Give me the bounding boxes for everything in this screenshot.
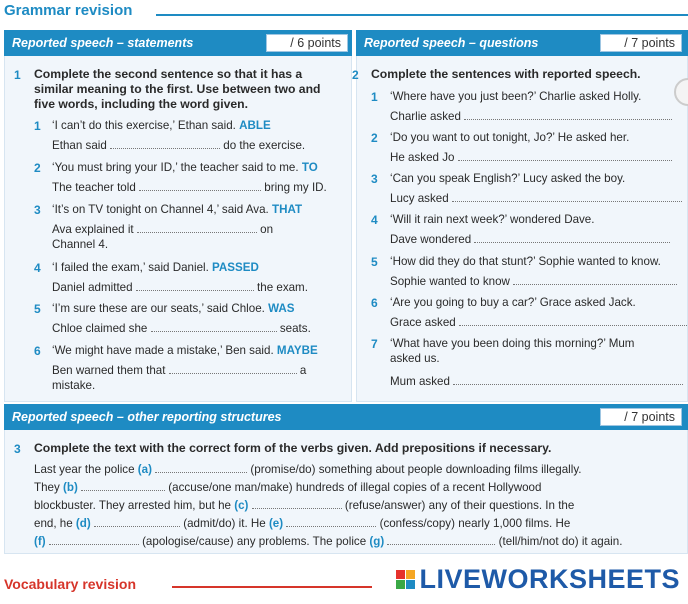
statement-item-quote: ‘It’s on TV tonight on Channel 4,’ said Ava. THAT <box>52 203 303 216</box>
vocabulary-title: Vocabulary revision <box>4 576 137 592</box>
answer-blank[interactable] <box>458 151 672 161</box>
keyword: TO <box>301 161 318 174</box>
question-item-quote: ‘Do you want to out tonight, Jo?’ He asked her. <box>390 131 630 144</box>
exercise-3-number: 3 <box>14 442 21 456</box>
other-points: / 7 points <box>600 408 682 426</box>
answer-blank[interactable] <box>137 223 257 233</box>
question-item-answer-line: Mum asked <box>390 375 683 389</box>
statement-item-answer-line: Chloe claimed she seats. <box>52 322 311 335</box>
statement-item-number: 5 <box>34 302 41 316</box>
question-item-number: 7 <box>371 337 378 351</box>
question-item-quote-cont: asked us. <box>390 352 440 365</box>
statement-item-number: 2 <box>34 161 41 175</box>
other-title: Reported speech – other reporting structures <box>12 410 282 424</box>
statements-points: / 6 points <box>266 34 348 52</box>
verb-blank[interactable] <box>94 517 180 527</box>
keyword: MAYBE <box>276 344 318 357</box>
question-item-quote: ‘Will it rain next week?’ wondered Dave. <box>390 213 595 226</box>
keyword: ABLE <box>239 119 271 132</box>
statement-item-answer-line: Daniel admitted the exam. <box>52 281 308 294</box>
verb-blank[interactable] <box>252 499 342 509</box>
exercise-3-instruction: Complete the text with the correct form of the verbs given. Add prepositions if necessary. <box>34 441 552 455</box>
question-item-quote: ‘Where have you just been?’ Charlie asked Holly. <box>390 90 642 103</box>
text-line: (f) (apologise/cause) any problems. The police (g) (tell/him/not do) it again. <box>34 535 623 548</box>
answer-blank[interactable] <box>110 139 220 149</box>
question-item-answer-line: Sophie wanted to know <box>390 275 677 289</box>
gap-letter: (g) <box>369 535 385 548</box>
verb-blank[interactable] <box>387 535 495 545</box>
question-item-answer-line: Charlie asked <box>390 110 672 124</box>
statement-item-answer-line: Ethan said do the exercise. <box>52 139 306 152</box>
keyword: THAT <box>272 203 303 216</box>
answer-blank[interactable] <box>513 275 677 285</box>
answer-blank[interactable] <box>453 375 683 385</box>
statements-title: Reported speech – statements <box>12 36 194 50</box>
statement-item-number: 1 <box>34 119 41 133</box>
question-item-answer-line: Grace asked <box>390 316 688 330</box>
keyword: WAS <box>268 302 295 315</box>
statement-item-quote: ‘I can’t do this exercise,’ Ethan said. ABLE <box>52 119 271 132</box>
verb-blank[interactable] <box>49 535 139 545</box>
questions-points: / 7 points <box>600 34 682 52</box>
statement-item-number: 3 <box>34 203 41 217</box>
statement-item-number: 6 <box>34 344 41 358</box>
question-item-number: 4 <box>371 213 378 227</box>
answer-blank[interactable] <box>452 192 682 202</box>
question-item-quote: ‘Can you speak English?’ Lucy asked the boy. <box>390 172 626 185</box>
statement-item-number: 4 <box>34 261 41 275</box>
gap-letter: (f) <box>34 535 46 548</box>
verb-blank[interactable] <box>155 463 247 473</box>
text-line: end, he (d) (admit/do) it. He (e) (confess/copy) nearly 1,000 films. He <box>34 517 571 530</box>
statement-item-answer-cont: mistake. <box>52 379 96 392</box>
questions-header <box>356 30 688 56</box>
question-item-quote: ‘What have you been doing this morning?’ Mum <box>390 337 635 350</box>
text-line: blockbuster. They arrested him, but he (c) (refuse/answer) any of their questions. In the <box>34 499 575 512</box>
question-item-number: 6 <box>371 296 378 310</box>
page-title: Grammar revision <box>4 2 133 19</box>
keyword: PASSED <box>212 261 259 274</box>
question-item-number: 5 <box>371 255 378 269</box>
exercise-1-instruction: Complete the second sentence so that it has a similar meaning to the first. Use between two and five words, including the word given. <box>34 67 321 111</box>
question-item-quote: ‘How did they do that stunt?’ Sophie wanted to know. <box>390 255 661 268</box>
liveworksheets-logo <box>396 564 680 595</box>
question-item-number: 2 <box>371 131 378 145</box>
statement-item-quote: ‘I failed the exam,’ said Daniel. PASSED <box>52 261 259 274</box>
statement-item-quote: ‘You must bring your ID,’ the teacher said to me. TO <box>52 161 318 174</box>
statement-item-answer-line: Ben warned them that a <box>52 364 307 377</box>
answer-blank[interactable] <box>151 322 277 332</box>
exercise-2-instruction: Complete the sentences with reported speech. <box>371 67 641 81</box>
verb-blank[interactable] <box>286 517 376 527</box>
gap-letter: (c) <box>234 499 249 512</box>
exercise-2-number: 2 <box>352 68 359 82</box>
verb-blank[interactable] <box>81 481 165 491</box>
question-item-number: 1 <box>371 90 378 104</box>
answer-blank[interactable] <box>464 110 672 120</box>
statements-header <box>4 30 352 56</box>
text-line: Last year the police (a) (promise/do) something about people downloading films illegally. <box>34 463 582 476</box>
answer-blank[interactable] <box>139 181 261 191</box>
answer-blank[interactable] <box>136 281 254 291</box>
statement-item-quote: ‘I’m sure these are our seats,’ said Chloe. WAS <box>52 302 295 315</box>
title-rule <box>156 14 688 16</box>
answer-blank[interactable] <box>459 316 688 326</box>
question-item-answer-line: He asked Jo <box>390 151 672 165</box>
answer-blank[interactable] <box>169 364 297 374</box>
question-item-answer-line: Lucy asked <box>390 192 682 206</box>
question-item-number: 3 <box>371 172 378 186</box>
statement-item-answer-line: Ava explained it on <box>52 223 274 236</box>
answer-blank[interactable] <box>474 233 670 243</box>
question-item-quote: ‘Are you going to buy a car?’ Grace asked Jack. <box>390 296 636 309</box>
statement-item-quote: ‘We might have made a mistake,’ Ben said. MAYBE <box>52 344 318 357</box>
logo-squares-icon <box>396 570 415 589</box>
exercise-1-number: 1 <box>14 68 21 82</box>
gap-letter: (b) <box>63 481 78 494</box>
gap-letter: (e) <box>268 517 284 530</box>
statement-item-answer-line: The teacher told bring my ID. <box>52 181 327 194</box>
gap-letter: (d) <box>75 517 91 530</box>
vocabulary-rule <box>172 586 372 588</box>
logo-text: LIVEWORKSHEETS <box>419 564 680 594</box>
text-line: They (b) (accuse/one man/make) hundreds of illegal copies of a recent Hollywood <box>34 481 542 494</box>
questions-title: Reported speech – questions <box>364 36 539 50</box>
statement-item-answer-cont: Channel 4. <box>52 238 109 251</box>
other-header <box>4 404 688 430</box>
question-item-answer-line: Dave wondered <box>390 233 670 247</box>
gap-letter: (a) <box>137 463 152 476</box>
